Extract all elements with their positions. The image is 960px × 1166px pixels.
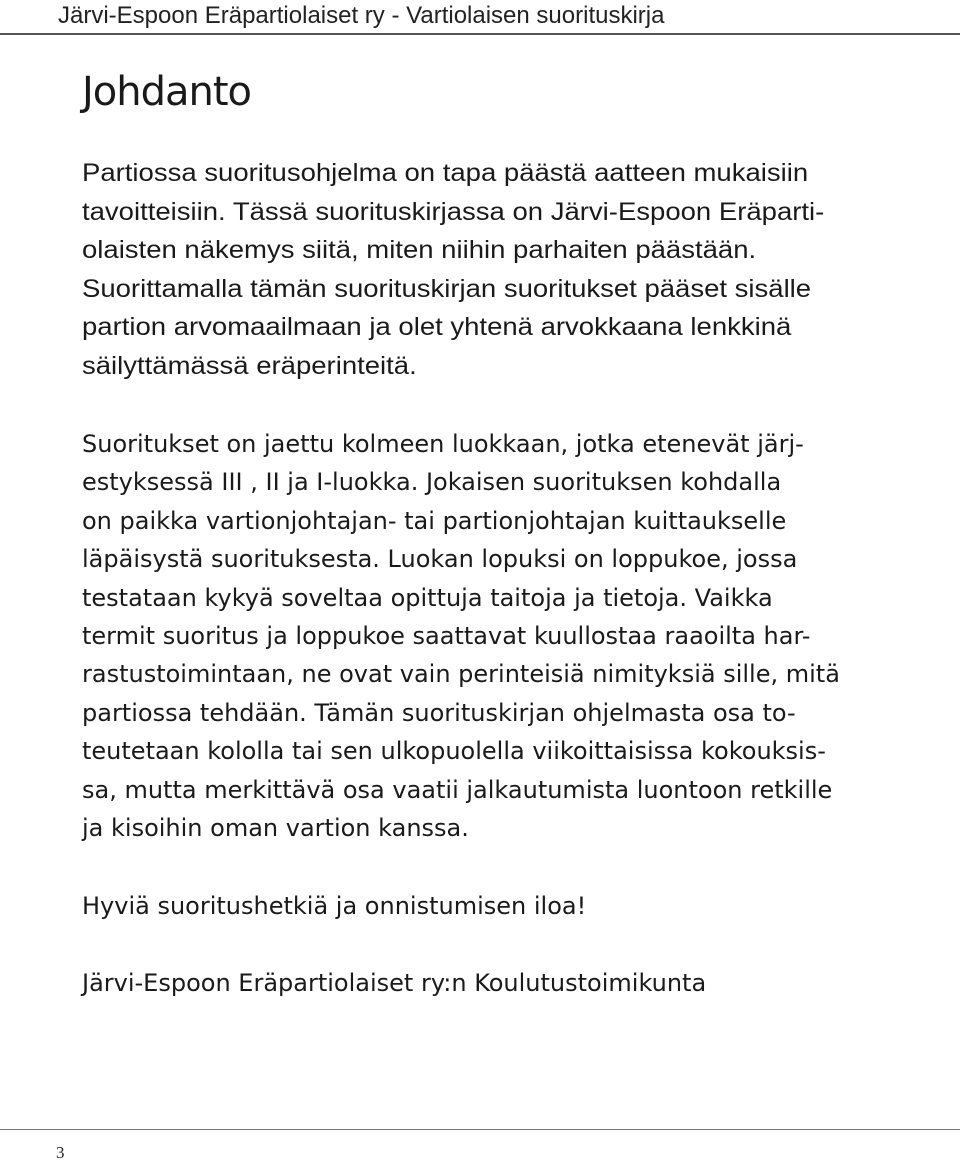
classes-line: termit suoritus ja loppukoe saattavat kuullostaa raaoilta har- [82,622,811,650]
intro-line: tavoitteisiin. Tässä suorituskirjassa on Järvi-Espoon Eräparti- [82,198,825,226]
classes-line: testataan kykyä soveltaa opittuja taitoja ja tietoja. Vaikka [82,584,773,612]
intro-line: olaisten näkemys siitä, miten niihin parhaiten päästään. [82,236,757,264]
footer-divider [0,1129,960,1130]
intro-line: säilyttämässä eräperinteitä. [82,352,417,380]
classes-line: partiossa tehdään. Tämän suorituskirjan ohjelmasta osa to- [82,699,796,727]
classes-line: sa, mutta merkittävä osa vaatii jalkautumista luontoon retkille [82,776,833,804]
header-title: Järvi-Espoon Eräpartiolaiset ry - Vartiolaisen suorituskirja [58,2,665,29]
closing-line: Hyviä suoritushetkiä ja onnistumisen iloa! [82,892,587,920]
signature-line: Järvi-Espoon Eräpartiolaiset ry:n Koulutustoimikunta [82,969,707,997]
classes-line: Suoritukset on jaettu kolmeen luokkaan, jotka etenevät järj- [82,430,804,458]
classes-line: teutetaan kololla tai sen ulkopuolella viikoittaisissa kokouksis- [82,737,826,765]
intro-line: Suorittamalla tämän suorituskirjan suoritukset pääset sisälle [82,275,812,303]
classes-line: ja kisoihin oman vartion kanssa. [82,814,469,842]
page-title: Johdanto [82,69,252,115]
classes-line: estyksessä III , II ja I-luokka. Jokaisen suorituksen kohdalla [82,468,782,496]
body-text [82,0,952,1166]
intro-line: Partiossa suoritusohjelma on tapa päästä aatteen mukaisiin [82,159,809,187]
classes-line: rastustoimintaan, ne ovat vain perinteisiä nimityksiä sille, mitä [82,660,840,688]
intro-line: partion arvomaailmaan ja olet yhtenä arvokkaana lenkkinä [82,313,792,341]
classes-line: on paikka vartionjohtajan- tai partionjohtajan kuittaukselle [82,507,787,535]
classes-line: läpäisystä suorituksesta. Luokan lopuksi on loppukoe, jossa [82,545,798,573]
page-number: 3 [56,1143,65,1162]
